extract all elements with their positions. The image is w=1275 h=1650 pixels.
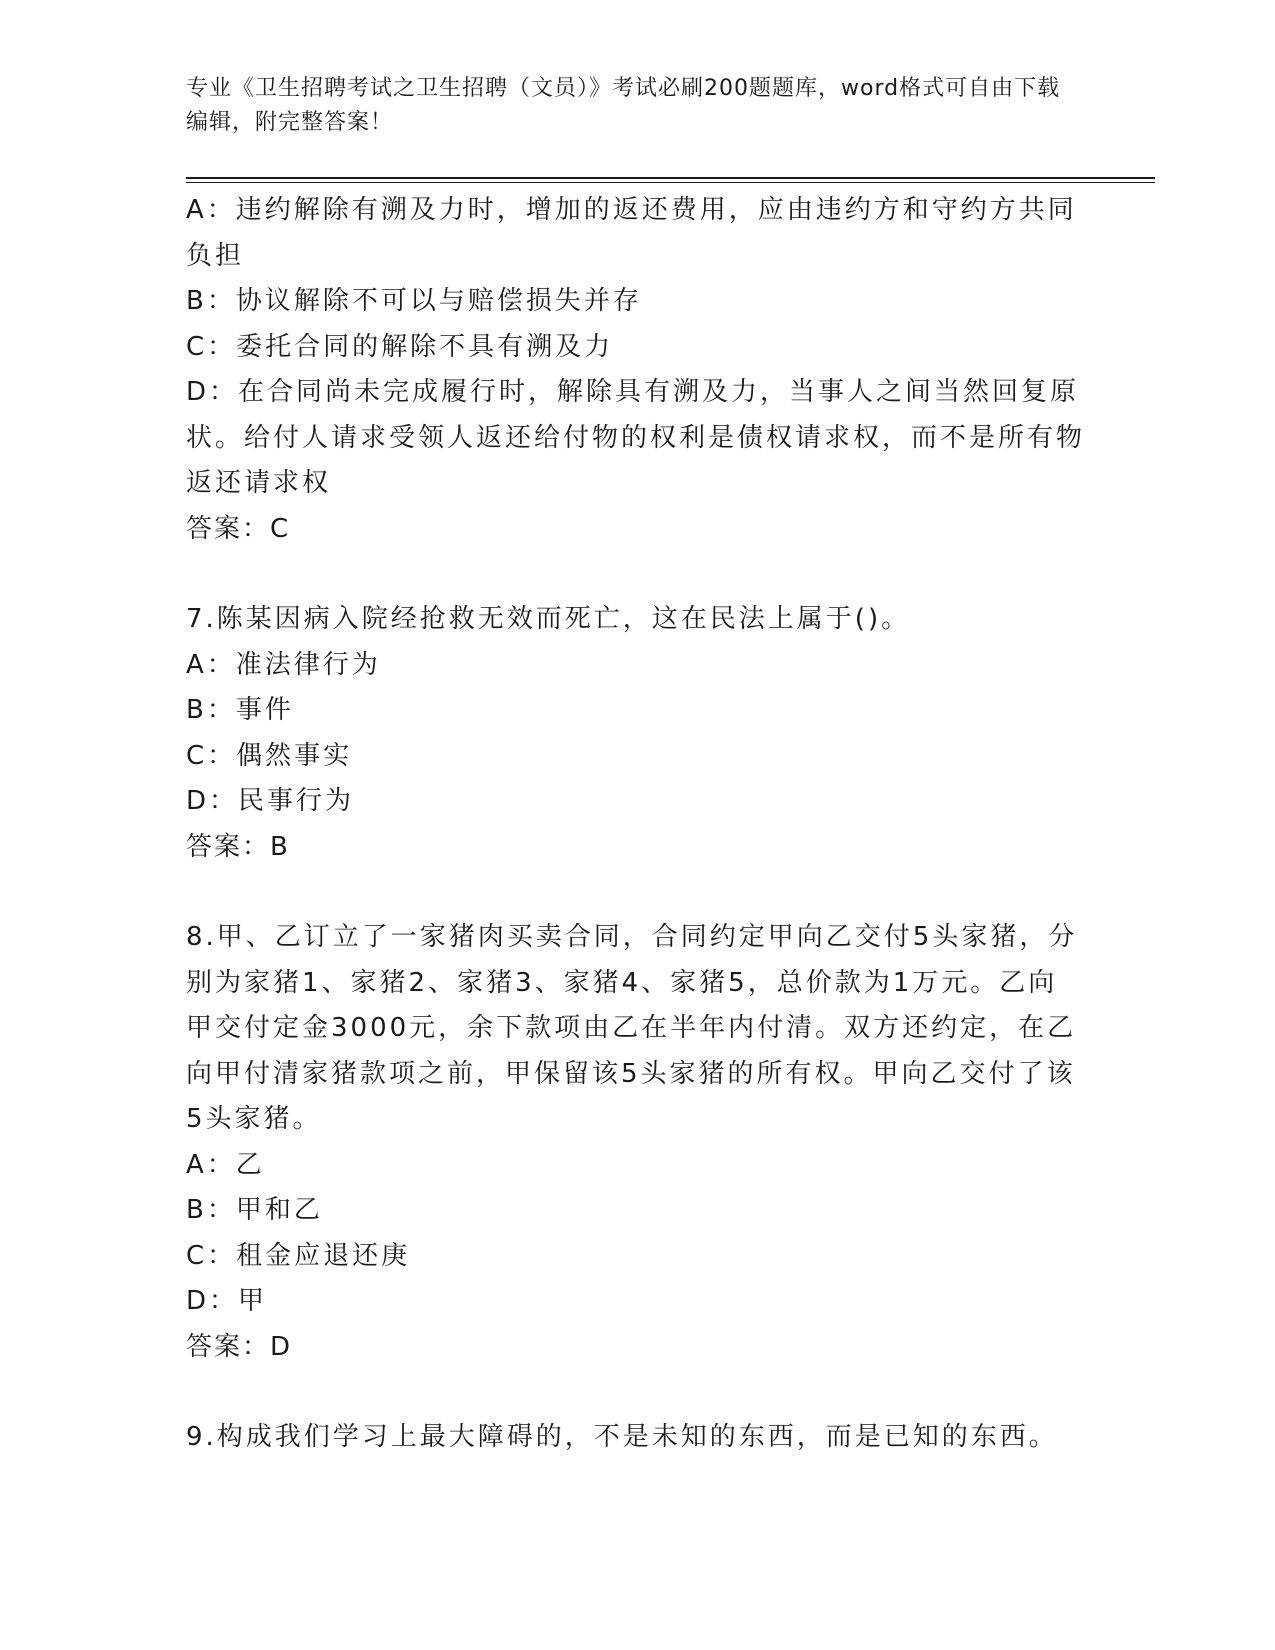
header-rule-thick — [186, 177, 1155, 179]
question-9 — [186, 1415, 1086, 1461]
page-header: 专业《卫生招聘考试之卫生招聘（文员）》考试必刷200题题库，word格式可自由下载编辑，附完整答案！ — [186, 76, 1061, 135]
option-a: A：准法律行为 — [186, 649, 381, 680]
option-b: B：甲和乙 — [186, 1195, 323, 1225]
option-d: D：在合同尚未完成履行时，解除具有溯及力，当事人之间当然回复原状。给付人请求受领人返还给付物的权利是债权请求权，而不是所有物返还请求权 — [186, 377, 1086, 498]
question-stem: 7.陈某因病入院经抢救无效而死亡，这在民法上属于()。 — [186, 604, 911, 634]
option-c: C：偶然事实 — [186, 740, 353, 771]
option-c: C：租金应退还庚 — [186, 1240, 411, 1271]
answer-line: 答案：D — [186, 1331, 293, 1362]
option-b: B：协议解除不可以与赔偿损失并存 — [186, 286, 642, 316]
question-stem: 9.构成我们学习上最大障碍的，不是未知的东西，而是已知的东西。 — [186, 1422, 1058, 1452]
answer-line: 答案：B — [186, 831, 290, 862]
question-6 — [186, 188, 1086, 552]
option-a: A：违约解除有溯及力时，增加的返还费用，应由违约方和守约方共同负担 — [186, 195, 1077, 271]
header-rule-thin — [186, 182, 1155, 183]
document-content — [186, 188, 1086, 1461]
option-b: B：事件 — [186, 695, 294, 725]
answer-line: 答案：C — [186, 513, 291, 544]
spacer — [186, 870, 1086, 915]
option-d: D：民事行为 — [186, 786, 355, 816]
option-c: C：委托合同的解除不具有溯及力 — [186, 331, 614, 362]
option-d: D：甲 — [186, 1286, 268, 1316]
spacer — [186, 1370, 1086, 1415]
question-stem: 8.甲、乙订立了一家猪肉买卖合同，合同约定甲向乙交付5头家猪，分别为家猪1、家猪2、家猪3、家猪4、家猪5，总价款为1万元。乙向甲交付定金3000元，余下款项由乙在半年内付清。双方还约定，在乙向甲付清家猪款项之前，甲保留该5头家猪的所有权。甲向乙交付了该5头家猪。 — [186, 922, 1078, 1134]
question-7 — [186, 597, 1086, 870]
question-8 — [186, 915, 1086, 1370]
spacer — [186, 552, 1086, 597]
option-a: A：乙 — [186, 1149, 265, 1180]
